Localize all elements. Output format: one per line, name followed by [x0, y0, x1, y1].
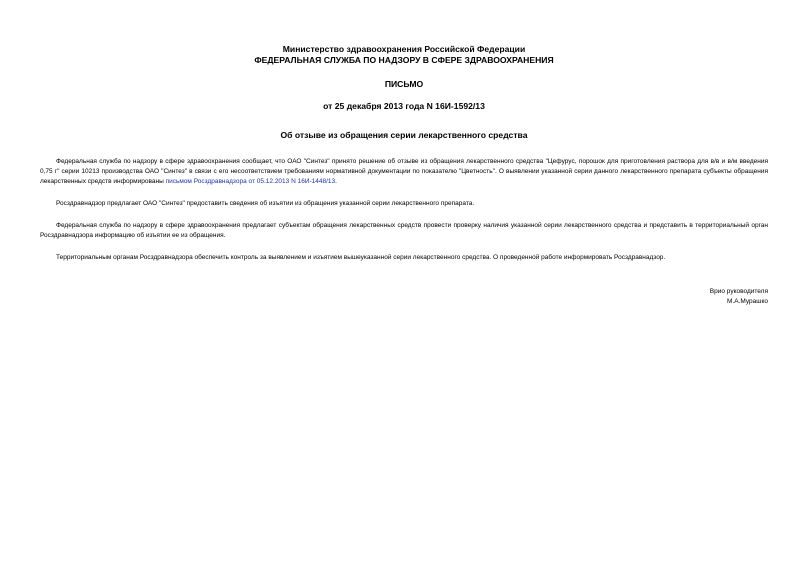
signature-position: Врио руководителя: [709, 288, 768, 295]
document-page: [40, 44, 768, 307]
service-heading: ФЕДЕРАЛЬНАЯ СЛУЖБА ПО НАДЗОРУ В СФЕРЕ ЗДРАВООХРАНЕНИЯ: [254, 55, 554, 65]
document-type: ПИСЬМО: [384, 79, 424, 89]
document-title: Об отзыве из обращения серии лекарственного средства: [280, 130, 528, 140]
document-date-number: от 25 декабря 2013 года N 16И-1592/13: [323, 101, 485, 111]
paragraph-1: [40, 157, 768, 187]
document-body: [40, 157, 768, 263]
paragraph-1-end: .: [335, 178, 337, 185]
paragraph-3: Федеральная служба по надзору в сфере здравоохранения предлагает субъектам обращения лекарственных средств провести проверку наличия указанной серии лекарственного средства и представить в территориальный орган Росздравнадзора информацию об изъятии ее из обращения.: [40, 222, 768, 239]
paragraph-2: Росздравнадзор предлагает ОАО "Синтез" предоставить сведения об изъятии из обращения указанной серии лекарственного препарата.: [56, 200, 475, 207]
reference-link[interactable]: письмом Росздравнадзора от 05.12.2013 N 16И-1448/13: [165, 178, 336, 185]
paragraph-4: Территориальным органам Росздравнадзора обеспечить контроль за выявлением и изъятием вышеуказанной серии лекарственного средства. О проведенной работе информировать Росздравнадзор.: [56, 254, 666, 261]
signature-name: М.А.Мурашко: [726, 298, 768, 305]
ministry-heading: Министерство здравоохранения Российской Федерации: [282, 44, 526, 54]
paragraph-1-text: Федеральная служба по надзору в сфере здравоохранения сообщает, что ОАО "Синтез" принято решение об отзыве из обращения лекарственного средства "Цефурус, порошок для приготовления раствора для в/в и в/м введения 0,75 г" серии 10213 производства ОАО "Синтез" в связи с его несоответствием требованиям нормативной документации по показателю "Цветность". О выявлении указанной серии данного лекарственного препарата субъекты обращения лекарственных средств информированы: [40, 158, 768, 185]
signature-block: [40, 287, 768, 307]
